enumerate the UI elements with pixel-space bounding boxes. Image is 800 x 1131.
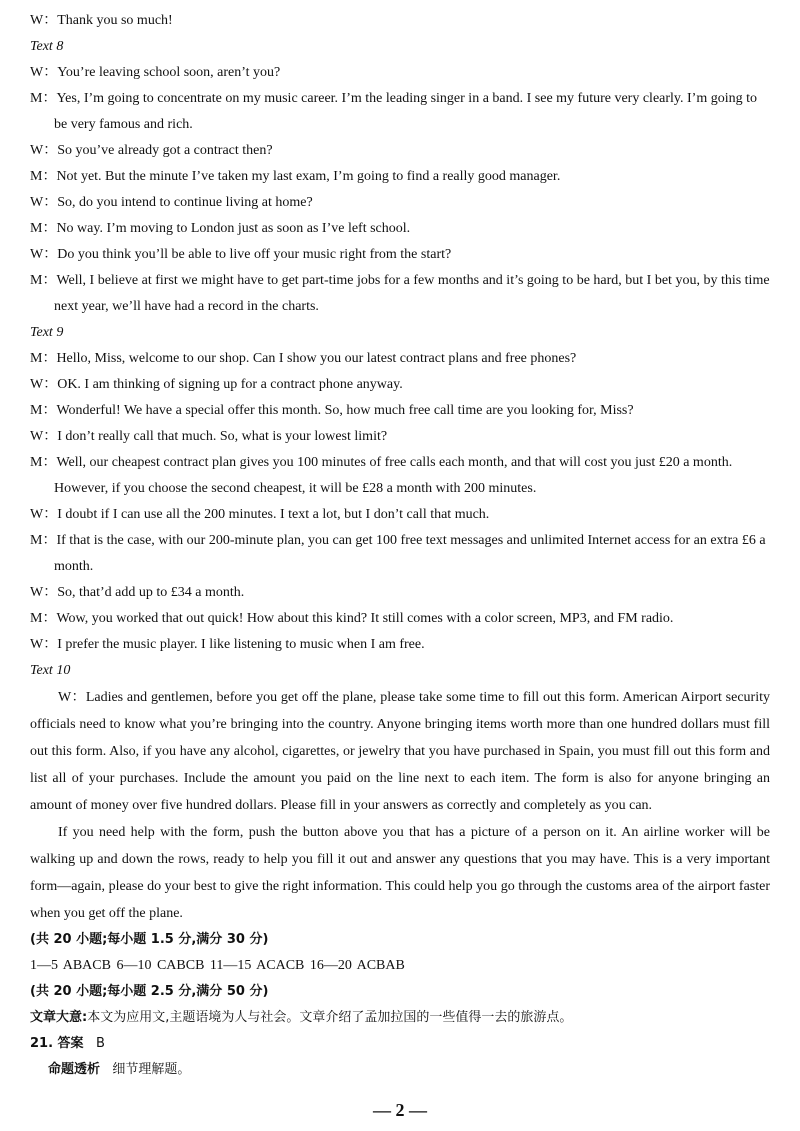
q21-type: 细节理解题。 (112, 1062, 191, 1077)
section1-answers: 1—5 ABACB 6—10 CABCB 11—15 ACACB 16—20 ACBAB (30, 958, 405, 973)
text8-heading: Text 8 (30, 39, 64, 54)
section2-title: (共 20 小题;每小题 2.5 分,满分 50 分) (30, 984, 269, 999)
summary-label: 文章大意: (30, 1010, 88, 1025)
text8-line-8: M：Well, I believe at first we might have to get part-time jobs for a few months and it’s going to be hard, but I bet you, by this time next year, we’ll have had a record in the charts. (30, 273, 770, 314)
q21-label: 21. 答案 (30, 1036, 84, 1051)
text8-line-7: W：Do you think you’ll be able to live off your music right from the start? (30, 247, 452, 262)
dialogue-line: W：Thank you so much! (30, 13, 173, 28)
text9-line-3: M：Wonderful! We have a special offer this month. So, how much free call time are you looking for, Miss? (30, 403, 634, 418)
q21-type-line (30, 1057, 770, 1083)
text9-line-2: W：OK. I am thinking of signing up for a contract phone anyway. (30, 377, 403, 392)
text8-line-6: M：No way. I’m moving to London just as soon as I’ve left school. (30, 221, 411, 236)
section1-title: (共 20 小题;每小题 1.5 分,满分 30 分) (30, 932, 269, 947)
text10-paragraph-2: If you need help with the form, push the button above you that has a picture of a person on it. An airline worker will be walking up and down the rows, ready to help you fill it out and answer any questions that you may have. This is a very important form—again, please do your best to give the right information. This could help you go through the customs area of the airport faster when you get off the plane. (30, 825, 770, 921)
text9-line-4: W：I don’t really call that much. So, what is your lowest limit? (30, 429, 388, 444)
article-summary (30, 1005, 770, 1031)
text8-line-1: W：You’re leaving school soon, aren’t you? (30, 65, 281, 80)
text9-line-5: M：Well, our cheapest contract plan gives you 100 minutes of free calls each month, and that will cost you just £20 a month. However, if you choose the second cheapest, it will be £28 a month with 200 minutes. (30, 455, 733, 496)
q21-answer-line (30, 1031, 770, 1057)
text9-line-7: M：If that is the case, with our 200-minute plan, you can get 100 free text messages and unlimited Internet access for an extra £6 a month. (30, 533, 766, 574)
text9-line-9: M：Wow, you worked that out quick! How about this kind? It still comes with a color screen, MP3, and FM radio. (30, 611, 674, 626)
q21-answer: B (95, 1036, 105, 1051)
page-number: — 2 — (373, 1100, 427, 1120)
text9-line-10: W：I prefer the music player. I like listening to music when I am free. (30, 637, 425, 652)
text10-heading: Text 10 (30, 663, 71, 678)
text8-line-3: W：So you’ve already got a contract then? (30, 143, 273, 158)
q21-type-label: 命题透析 (48, 1062, 101, 1077)
text9-line-1: M：Hello, Miss, welcome to our shop. Can I show you our latest contract plans and free phones? (30, 351, 577, 366)
text9-heading: Text 9 (30, 325, 64, 340)
text9-line-8: W：So, that’d add up to £34 a month. (30, 585, 245, 600)
text8-line-2: M：Yes, I’m going to concentrate on my music career. I’m the leading singer in a band. I see my future very clearly. I’m going to be very famous and rich. (30, 91, 758, 132)
page-content (30, 8, 770, 1083)
summary-text: 本文为应用文,主题语境为人与社会。文章介绍了孟加拉国的一些值得一去的旅游点。 (87, 1010, 573, 1025)
text9-line-6: W：I doubt if I can use all the 200 minutes. I text a lot, but I don’t call that much. (30, 507, 490, 522)
text8-line-4: M：Not yet. But the minute I’ve taken my last exam, I’m going to find a really good manager. (30, 169, 561, 184)
text10-paragraph-1: W：Ladies and gentlemen, before you get off the plane, please take some time to fill out this form. American Airport security officials need to know what you’re bringing into the country. Anyone bringing items worth more than one hundred dollars must fill out this form. Also, if you have any alcohol, cigarettes, or jewelry that you have purchased in Spain, you must fill out this form and list all of your purchases. Include the amount you paid on the line next to each item. The form is also for anyone bringing an amount of money over five hundred dollars. Please fill in your answers as correctly and completely as you can. (30, 690, 770, 813)
text8-line-5: W：So, do you intend to continue living at home? (30, 195, 313, 210)
